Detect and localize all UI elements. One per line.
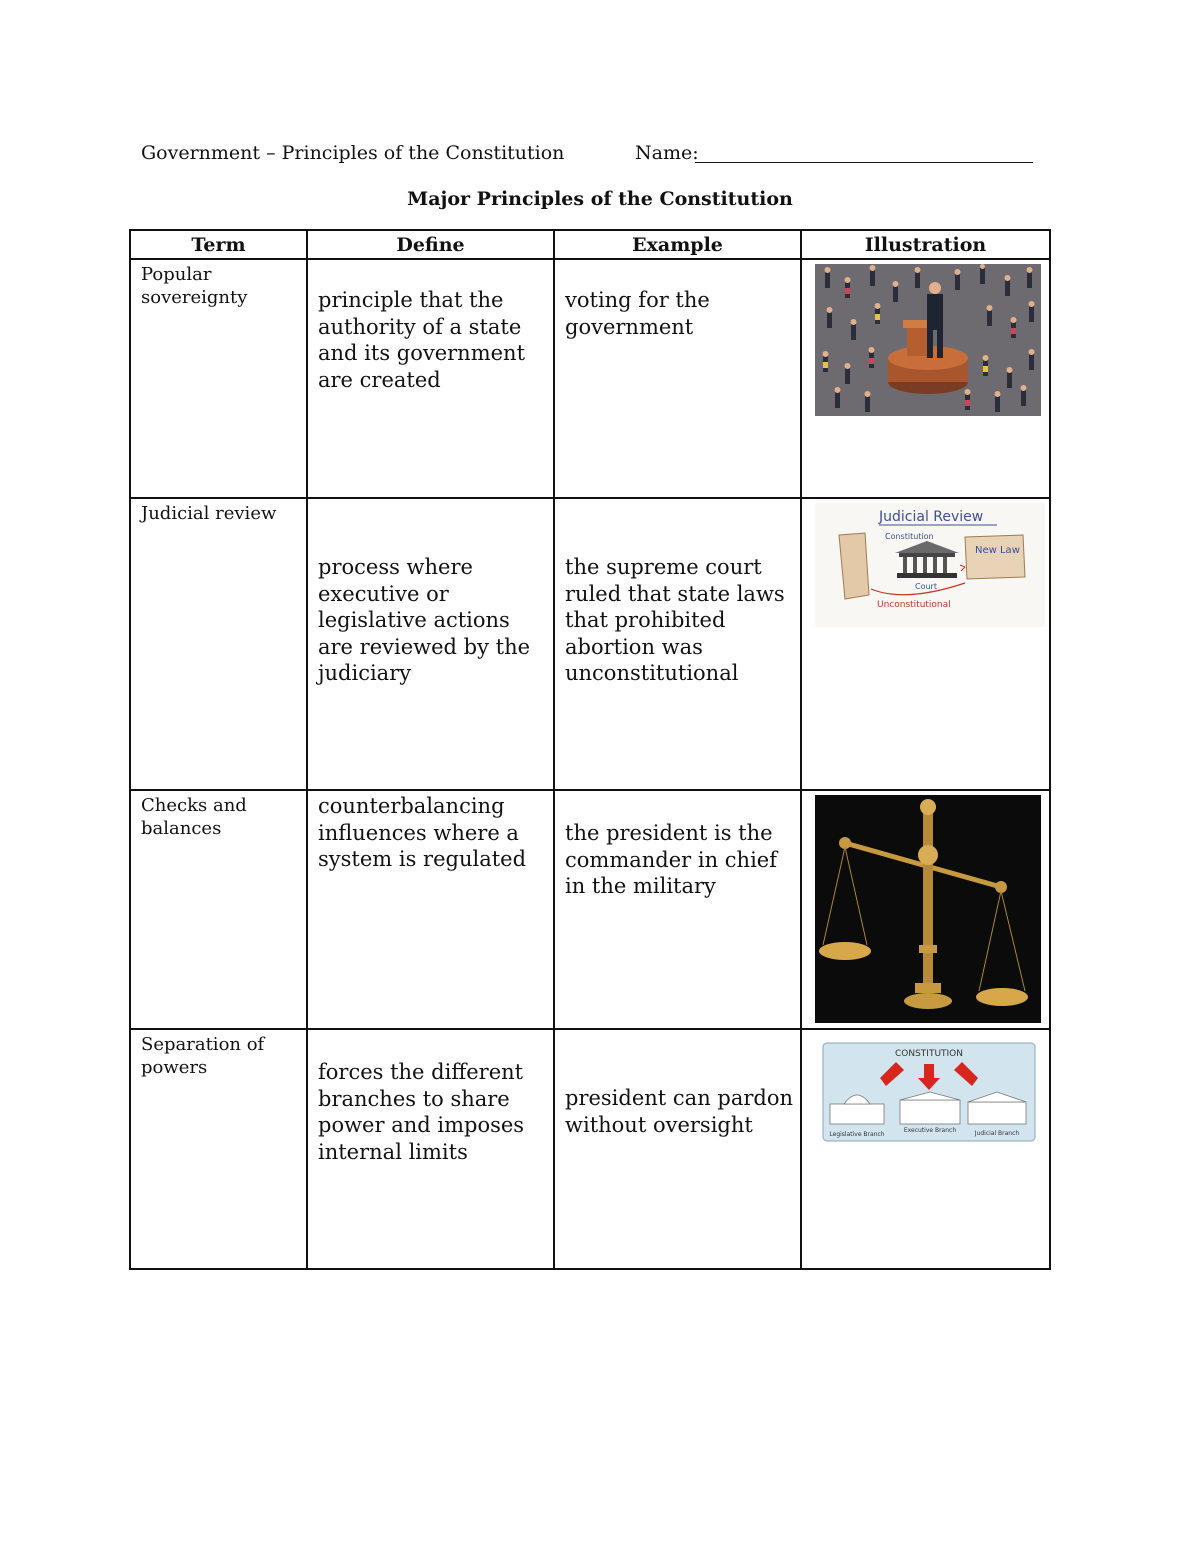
term-text: Checks and balances — [141, 795, 247, 839]
page-title: Major Principles of the Constitution — [407, 188, 793, 210]
define-text: process where executive or legislative actions are reviewed by the judiciary — [318, 555, 531, 685]
worksheet-header — [141, 142, 699, 164]
legislative-branch-label: Legislative Branch — [829, 1131, 885, 1138]
define-text: counterbalancing influences where a system is regulated — [318, 794, 527, 871]
crowd-podium-illustration — [815, 264, 1041, 416]
term-text: Separation of powers — [141, 1034, 265, 1078]
name-label: Name: — [635, 142, 699, 164]
example-text: the president is the commander in chief in the military — [565, 821, 777, 898]
illustration-cell — [801, 790, 1050, 1029]
table-row — [130, 259, 1050, 498]
sketch-new-law-label: New Law — [975, 545, 1020, 556]
example-text: president can pardon without oversight — [565, 1086, 794, 1137]
term-cell — [130, 259, 307, 498]
column-header-illustration: Illustration — [801, 230, 1050, 259]
illustration-cell — [801, 259, 1050, 498]
judicial-review-illustration — [815, 503, 1045, 627]
name-blank-line[interactable] — [695, 162, 1033, 163]
example-text: the supreme court ruled that state laws that prohibited abortion was unconstitutional — [565, 555, 785, 685]
capitol-buildings — [830, 1092, 1026, 1124]
term-text: Judicial review — [141, 503, 277, 524]
table-header-row — [130, 230, 1050, 259]
balance-scale-illustration — [815, 795, 1041, 1023]
define-cell — [307, 790, 554, 1029]
executive-branch-label: Executive Branch — [903, 1127, 957, 1134]
principles-table — [129, 229, 1051, 1270]
left-pan — [819, 942, 871, 960]
define-text: principle that the authority of a state and its government are created — [318, 288, 526, 392]
table-row — [130, 790, 1050, 1029]
illustration-cell — [801, 498, 1050, 790]
column-header-define: Define — [307, 230, 554, 259]
example-text: voting for the government — [565, 288, 710, 339]
term-cell — [130, 498, 307, 790]
example-cell — [554, 790, 801, 1029]
judicial-branch-label: Judicial Branch — [974, 1130, 1020, 1137]
right-pan — [976, 988, 1028, 1006]
column-header-example: Example — [554, 230, 801, 259]
diagram-constitution-label: CONSTITUTION — [894, 1049, 964, 1059]
table-row — [130, 1029, 1050, 1269]
example-cell — [554, 1029, 801, 1269]
sketch-constitution-label: Constitution — [885, 532, 934, 541]
define-text: forces the different branches to share power and imposes internal limits — [318, 1060, 525, 1164]
term-cell — [130, 1029, 307, 1269]
table-row — [130, 498, 1050, 790]
example-cell — [554, 498, 801, 790]
term-text: Popular sovereignty — [141, 264, 248, 308]
define-cell — [307, 1029, 554, 1269]
define-cell — [307, 498, 554, 790]
sketch-court-label: Court — [915, 582, 937, 591]
define-cell — [307, 259, 554, 498]
example-cell — [554, 259, 801, 498]
sketch-unconstitutional-label: Unconstitutional — [877, 600, 951, 610]
illustration-cell — [801, 1029, 1050, 1269]
column-header-term: Term — [130, 230, 307, 259]
branches-illustration — [822, 1042, 1036, 1142]
term-cell — [130, 790, 307, 1029]
course-title: Government – Principles of the Constitution — [141, 142, 565, 164]
sketch-title: Judicial Review — [879, 509, 984, 525]
